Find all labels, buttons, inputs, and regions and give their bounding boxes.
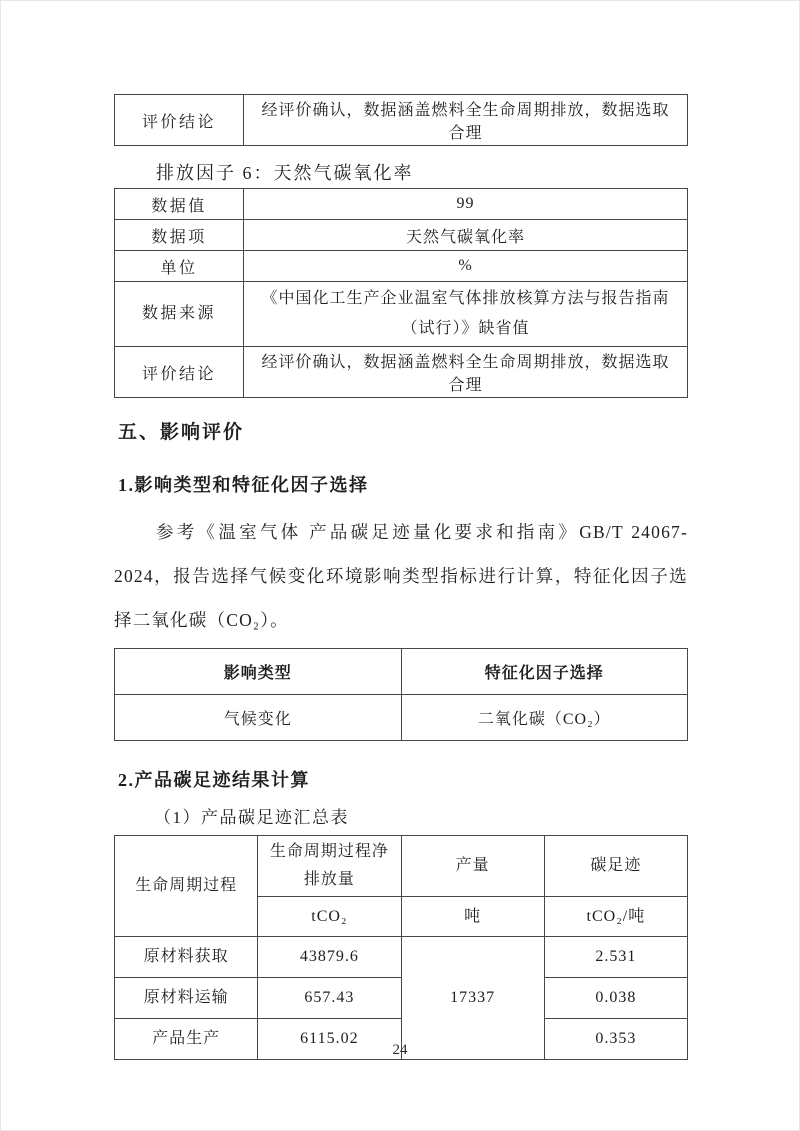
- table-row: [115, 937, 688, 978]
- page-number: 24: [392, 1042, 408, 1058]
- header-impact-type: 影响类型: [115, 649, 402, 695]
- cell-net-emission: 657.43: [258, 978, 401, 1019]
- row-label-data-item: 数据项: [115, 220, 244, 251]
- row-label-data-value: 数据值: [115, 189, 244, 220]
- header-characterization-factor: 特征化因子选择: [401, 649, 688, 695]
- row-value-conclusion: 经评价确认，数据涵盖燃料全生命周期排放，数据选取合理: [244, 95, 688, 146]
- impact-type-paragraph: 参考《温室气体 产品碳足迹量化要求和指南》GB/T 24067-2024，报告选择气候变化环境影响类型指标进行计算，特征化因子选择二氧化碳（CO₂）。: [114, 522, 688, 630]
- cell-stage-product-production: 产品生产: [115, 1019, 258, 1060]
- cell-footprint: 0.353: [544, 1019, 687, 1060]
- header-production: 产量: [401, 836, 544, 897]
- table-header-row: [115, 836, 688, 897]
- row-value-conclusion: 经评价确认，数据涵盖燃料全生命周期排放，数据选取合理: [244, 347, 688, 398]
- cell-net-emission: 6115.02: [258, 1019, 401, 1060]
- table-row: [115, 695, 688, 741]
- table-header-row: [115, 649, 688, 695]
- table-row: [115, 220, 688, 251]
- header-lifecycle-stage: 生命周期过程: [115, 836, 258, 937]
- subsection-title-impact-type: 1.影响类型和特征化因子选择: [118, 475, 369, 495]
- row-value-data-item: 天然气碳氧化率: [244, 220, 688, 251]
- cell-net-emission: 43879.6: [258, 937, 401, 978]
- cell-stage-raw-material-acquisition: 原材料获取: [115, 937, 258, 978]
- row-label-unit: 单位: [115, 251, 244, 282]
- header-net-emissions: 生命周期过程净排放量: [258, 836, 401, 897]
- row-value-unit: %: [244, 251, 688, 282]
- cell-impact-type: 气候变化: [115, 695, 402, 741]
- row-label-conclusion: 评价结论: [115, 347, 244, 398]
- factor6-table: [114, 188, 688, 398]
- subsection-title-footprint-calculation: 2.产品碳足迹结果计算: [118, 770, 310, 790]
- footprint-summary-table: [114, 835, 688, 1060]
- header-footprint: 碳足迹: [544, 836, 687, 897]
- unit-production: 吨: [401, 897, 544, 937]
- row-value-data-source: 《中国化工生产企业温室气体排放核算方法与报告指南（试行）》缺省值: [244, 282, 688, 347]
- unit-footprint: tCO₂/吨: [544, 897, 687, 937]
- section-title-impact-assessment: 五、影响评价: [118, 422, 245, 443]
- unit-net-emissions: tCO₂: [258, 897, 401, 937]
- cell-footprint: 2.531: [544, 937, 687, 978]
- table-row: [115, 189, 688, 220]
- summary-table-caption: （1）产品碳足迹汇总表: [154, 808, 349, 827]
- cell-production-total: 17337: [401, 937, 544, 1060]
- cell-footprint: 0.038: [544, 978, 687, 1019]
- row-value-data-value: 99: [244, 189, 688, 220]
- row-label-data-source: 数据来源: [115, 282, 244, 347]
- table-row: [115, 282, 688, 347]
- cell-characterization-factor: 二氧化碳（CO₂）: [401, 695, 688, 741]
- table-row: [115, 251, 688, 282]
- table-row: [115, 95, 688, 146]
- row-label-conclusion: 评价结论: [115, 95, 244, 146]
- impact-type-table: [114, 648, 688, 741]
- previous-factor-table: [114, 94, 688, 146]
- factor6-heading: 排放因子 6：天然气碳氧化率: [156, 163, 414, 183]
- cell-stage-raw-material-transport: 原材料运输: [115, 978, 258, 1019]
- table-row: [115, 347, 688, 398]
